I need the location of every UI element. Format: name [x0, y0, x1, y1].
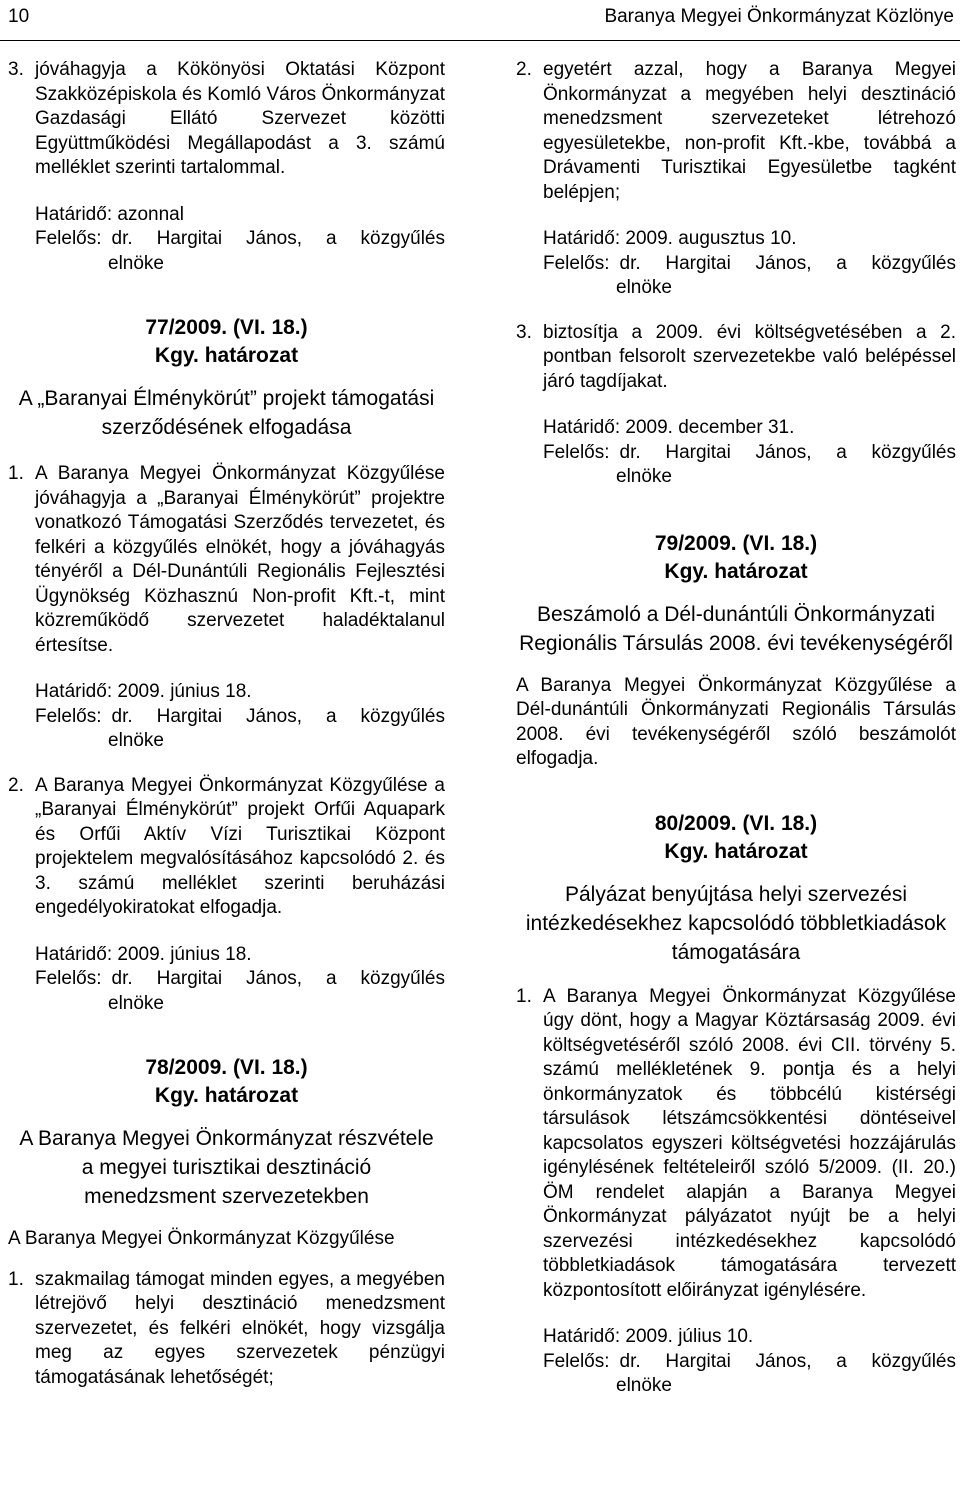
responsible-label: Felelős:: [35, 228, 102, 249]
resolution-number: 77/2009. (VI. 18.): [145, 316, 308, 339]
list-item: [516, 985, 956, 1304]
resolution-body: A Baranya Megyei Önkormányzat Közgyűlése a Dél-dunántúli Önkormányzati Regionális Társulás 2008. évi tevékenységéről szóló beszámolót elfogadja.: [516, 674, 956, 769]
responsible-title: elnöke: [108, 992, 164, 1014]
item-text: szakmailag támogat minden egyes, a megyében létrejövő helyi desztináció menedzsment szervezetet, és felkéri elnökét, hogy vizsgálja meg az egyes szervezetek pénzügyi támogatásának lehetőségét;: [35, 1268, 445, 1388]
responsible-name: dr. Hargitai János, a közgyűlés: [111, 228, 445, 249]
list-item: [8, 774, 445, 921]
resolution-number: 79/2009. (VI. 18.): [654, 531, 818, 555]
deadline: Határidő: 2009. június 18.: [35, 681, 252, 702]
responsible: [8, 227, 445, 252]
responsible: [516, 441, 956, 466]
item-text: A Baranya Megyei Önkormányzat Közgyűlése úgy dönt, hogy a Magyar Köztársaság 2009. évi költségvetéséről szóló 2008. évi CII. törvény 5. számú mellékletének 9. pontja és a helyi önkormányzatok és többcélú kistérségi társulások létszámcsökkentési döntéseivel kapcsolatos egyszeri költségvetési hozzájárulás igénylésének feltételeiről szóló 5/2009. (II. 20.) ÖM rendelet alapján a Baranya Megyei Önkormányzat pályázatot nyújt be a helyi szervezési intézkedésekhez kapcsolódó többletkiadások támogatására tervezett központosított előirányzat igénylésére.: [543, 985, 956, 1301]
responsible: [8, 705, 445, 730]
resolution-type: Kgy. határozat: [664, 559, 808, 583]
resolution-title: A „Baranyai Élménykörút” projekt támogatási szerződésének elfogadása: [18, 387, 435, 439]
responsible: [516, 252, 956, 277]
deadline: Határidő: azonnal: [35, 203, 184, 225]
resolution-number: 78/2009. (VI. 18.): [145, 1056, 308, 1079]
responsible-name: dr. Hargitai János, a közgyűlés: [111, 968, 445, 989]
item-number: 1.: [8, 463, 24, 484]
item-number: 2.: [516, 59, 532, 80]
resolution-type: Kgy. határozat: [154, 344, 299, 367]
resolution-title: Pályázat benyújtása helyi szervezési intézkedésekhez kapcsolódó többletkiadások támogatására: [525, 882, 947, 964]
item-text: A Baranya Megyei Önkormányzat Közgyűlése a „Baranyai Élménykörút” projekt Orfűi Aquapark és Orfűi Aktív Vízi Turisztikai Központ projektelem megvalósításához kapcsolódó 2. és 3. számú melléklet szerinti beruházási engedélyokiratokat elfogadja.: [35, 774, 445, 918]
resolution-title: Beszámoló a Dél-dunántúli Önkormányzati Regionális Társulás 2008. évi tevékenységéről: [519, 602, 953, 655]
item-text: jóváhagyja a Kökönyösi Oktatási Központ Szakközépiskola és Komló Város Önkormányzat Gazdasági Ellátó Szervezet közötti Együttműködési Megállapodást a 3. számú melléklet szerinti tartalommal.: [35, 59, 445, 178]
list-item: [8, 58, 445, 181]
responsible-title: elnöke: [108, 730, 164, 751]
list-item: [516, 58, 956, 205]
resolution-type: Kgy. határozat: [664, 839, 808, 863]
responsible-label: Felelős:: [543, 1350, 610, 1372]
left-column: [8, 58, 445, 1390]
responsible-label: Felelős:: [543, 441, 610, 463]
item-text: egyetért azzal, hogy a Baranya Megyei Önkormányzat a megyében helyi desztináció menedzsment szervezeteket létrehozó egyesületekbe, non-profit Kft.-kbe, továbbá a Drávamenti Turisztikai Egyesületbe tagként belépjen;: [543, 59, 956, 203]
resolution-title: A Baranya Megyei Önkormányzat részvétele a megyei turisztikai desztináció menedzsment szervezetekben: [19, 1127, 434, 1208]
responsible-name: dr. Hargitai János, a közgyűlés: [111, 705, 445, 727]
list-item: [8, 462, 445, 658]
responsible-name: dr. Hargitai János, a közgyűlés: [619, 1350, 956, 1372]
item-text: A Baranya Megyei Önkormányzat Közgyűlése jóváhagyja a „Baranyai Élménykörút” projektre vonatkozó Támogatási Szerződés tervezetet, és felkéri a közgyűlés elnökét, hogy a jóváhagyás tényéről a Dél-Dunántúli Regionális Fejlesztési Ügynökség Közhasznú Non-profit Kft.-t, mint közreműködő szervezetet haladéktalanul értesítse.: [35, 463, 445, 656]
list-item: [8, 1268, 445, 1391]
page-number: 10: [8, 6, 30, 27]
deadline: Határidő: 2009. július 10.: [543, 1326, 754, 1347]
item-number: 3.: [516, 321, 532, 343]
deadline: Határidő: 2009. augusztus 10.: [543, 228, 797, 249]
responsible-label: Felelős:: [35, 705, 102, 727]
item-number: 3.: [8, 59, 24, 80]
item-number: 2.: [8, 774, 24, 796]
resolution-type: Kgy. határozat: [154, 1084, 299, 1107]
item-text: biztosítja a 2009. évi költségvetésében a 2. pontban felsorolt szervezetekbe való belépéssel járó tagdíjakat.: [543, 321, 956, 392]
responsible-label: Felelős:: [35, 968, 102, 989]
responsible-title: elnöke: [108, 252, 164, 274]
responsible-title: elnöke: [616, 277, 672, 298]
deadline: Határidő: 2009. június 18.: [35, 943, 252, 965]
resolution-number: 80/2009. (VI. 18.): [654, 811, 818, 835]
resolution-intro: A Baranya Megyei Önkormányzat Közgyűlése: [8, 1228, 395, 1249]
responsible-name: dr. Hargitai János, a közgyűlés: [619, 252, 956, 274]
publication-title: Baranya Megyei Önkormányzat Közlönye: [604, 6, 954, 27]
list-item: [516, 321, 956, 395]
page-header: [0, 0, 960, 41]
item-number: 1.: [516, 985, 532, 1007]
responsible-label: Felelős:: [543, 252, 610, 274]
responsible-name: dr. Hargitai János, a közgyűlés: [619, 441, 956, 463]
responsible-title: elnöke: [616, 466, 672, 487]
deadline: Határidő: 2009. december 31.: [543, 417, 795, 438]
item-number: 1.: [8, 1268, 24, 1290]
responsible: [8, 967, 445, 992]
right-column: [516, 58, 956, 1399]
responsible: [516, 1350, 956, 1375]
responsible-title: elnöke: [616, 1375, 672, 1396]
